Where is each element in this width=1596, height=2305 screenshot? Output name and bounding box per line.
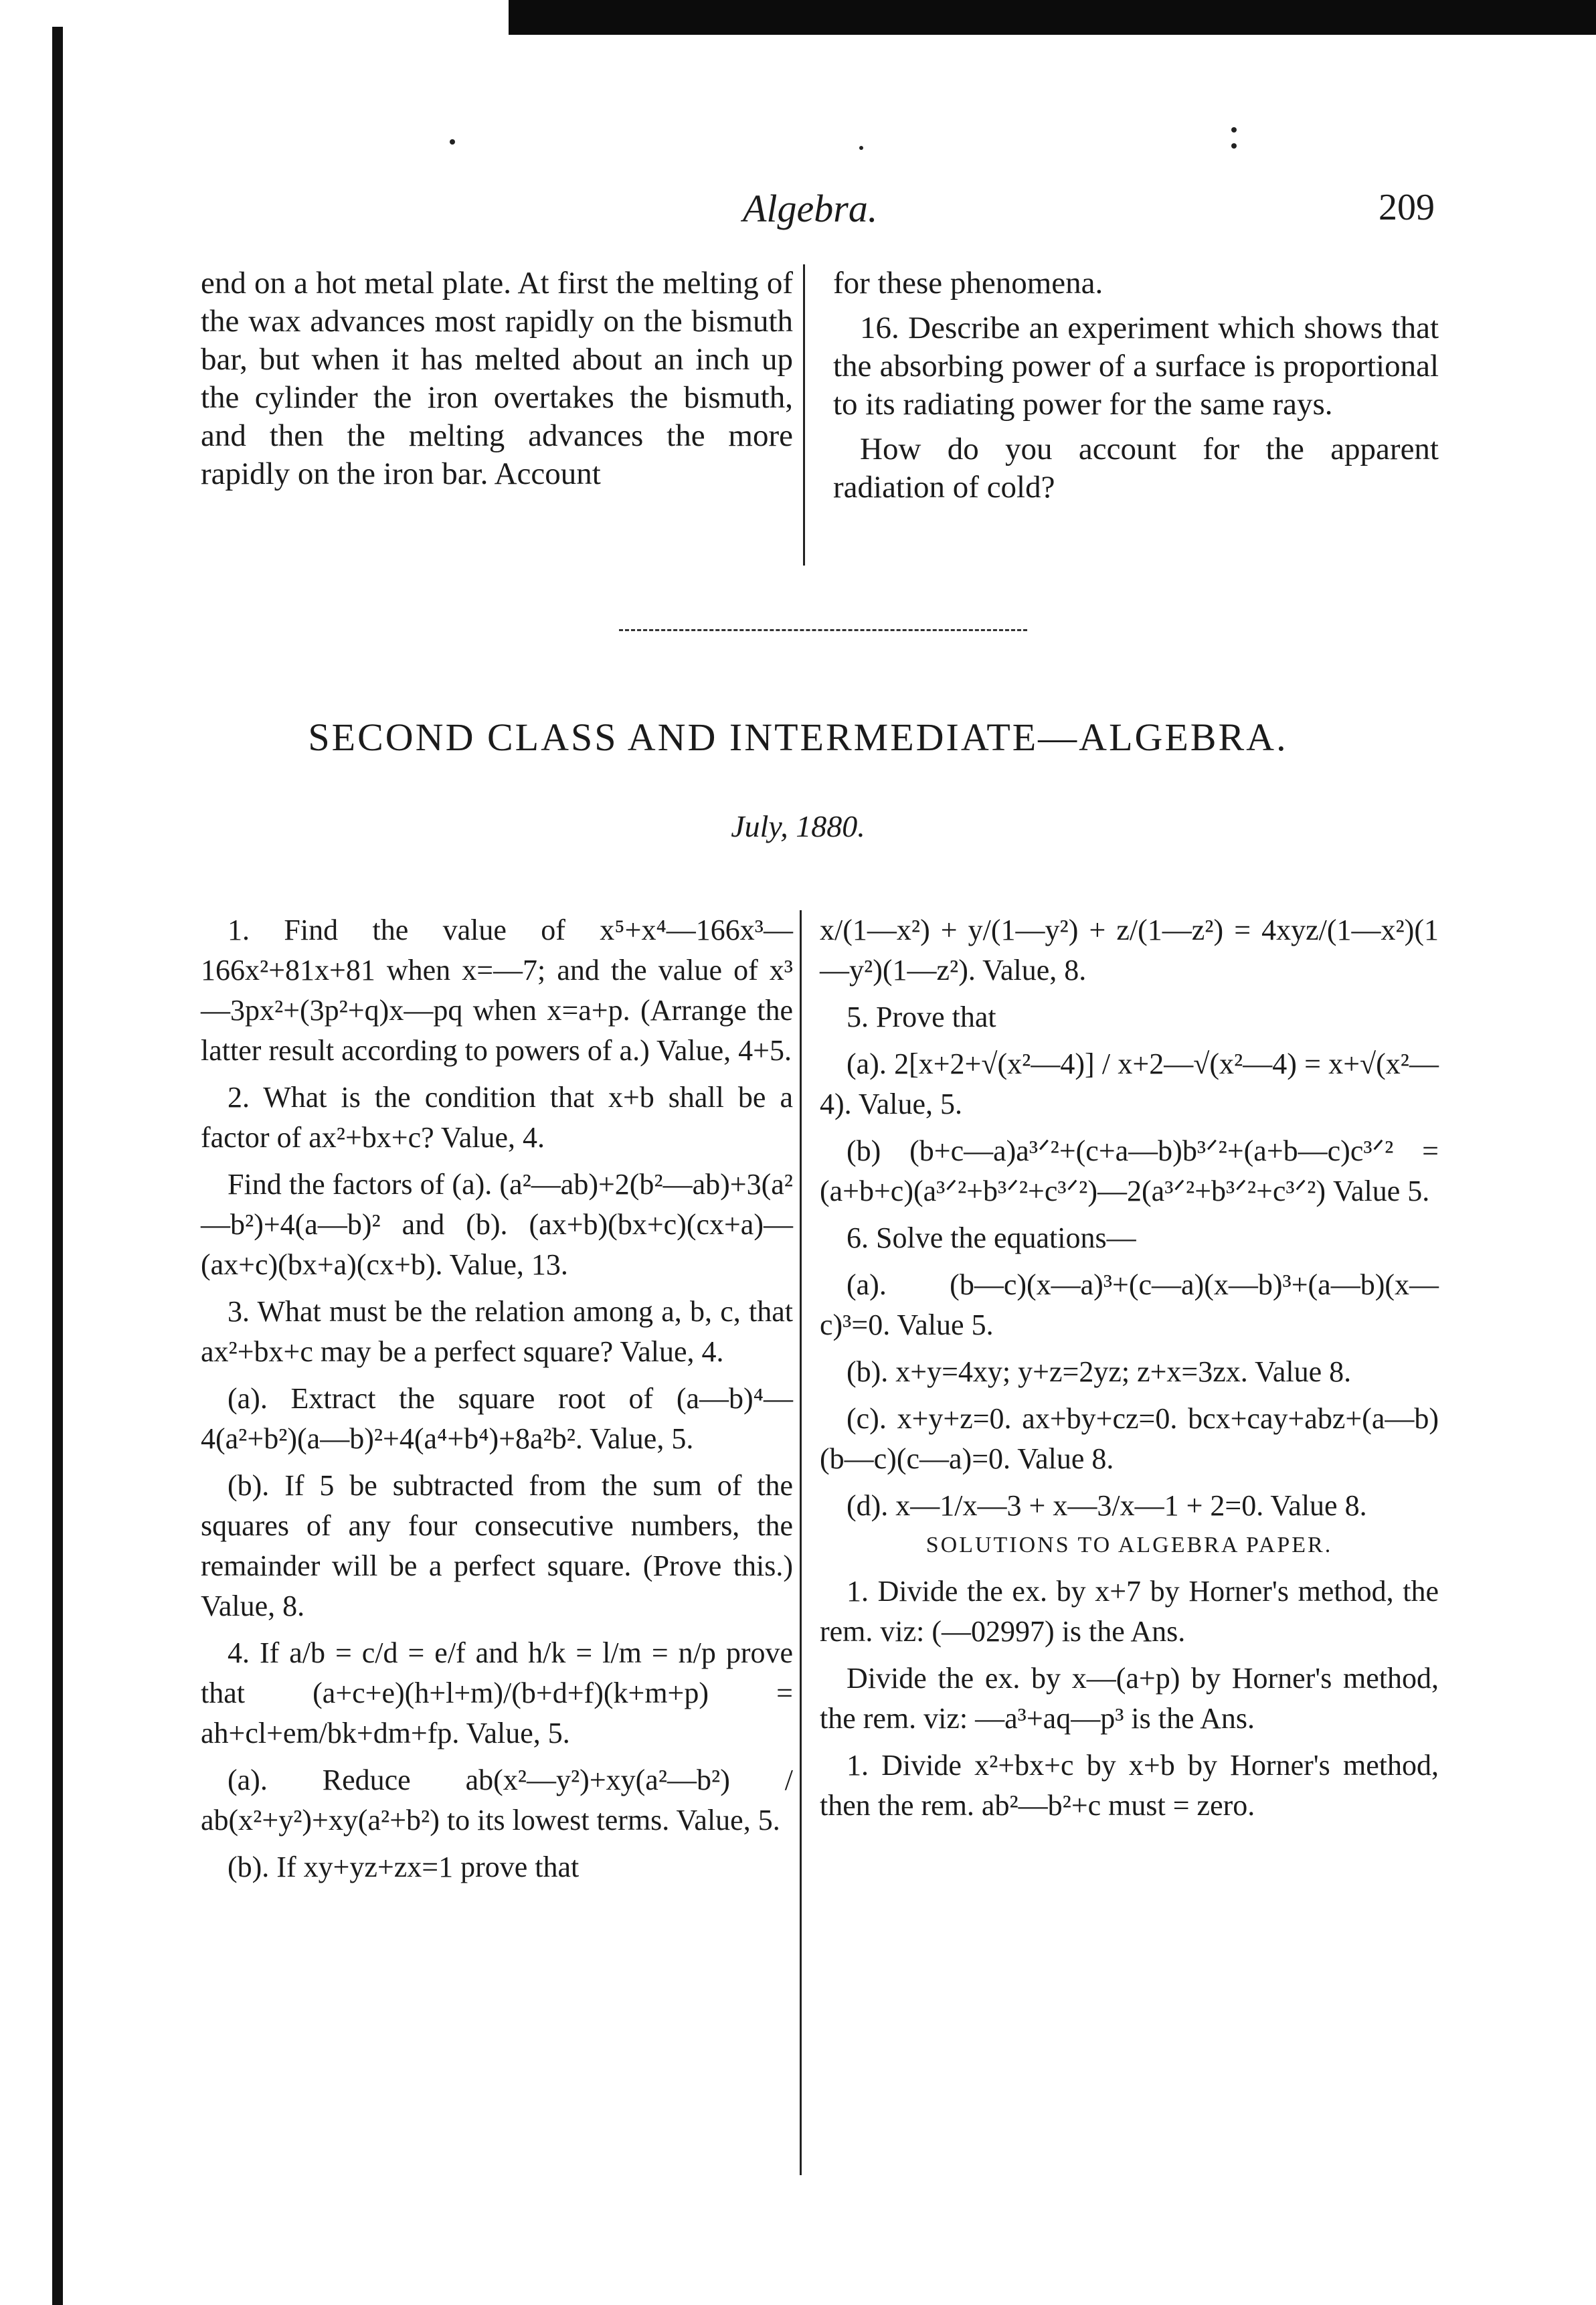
question-6c: (c). x+y+z=0. ax+by+cz=0. bcx+cay+abz+(a—b)(b—c)(c—a)=0. Value 8. [820, 1402, 1439, 1475]
scan-speck [859, 146, 863, 150]
scan-speck [450, 139, 455, 145]
solution-2: 1. Divide x²+bx+c by x+b by Horner's method, then the rem. ab²—b²+c must = zero. [820, 1749, 1439, 1822]
scan-border-top [509, 0, 1596, 35]
question-4a: (a). Reduce ab(x²—y²)+xy(a²—b²) / ab(x²+y²)+xy(a²+b²) to its lowest terms. Value, 5. [201, 1764, 793, 1837]
top-right-column [833, 264, 1439, 513]
section-title: SECOND CLASS AND INTERMEDIATE—ALGEBRA. [308, 715, 1288, 759]
left-question-column [201, 910, 793, 1894]
solutions-title: SOLUTIONS TO ALGEBRA PAPER. [925, 1533, 1333, 1557]
question-3a: (a). Extract the square root of (a—b)⁴—4(a²+b²)(a—b)²+4(a⁴+b⁴)+8a²b². Value, 5. [201, 1382, 793, 1455]
running-title: Algebra. [743, 187, 878, 230]
question-6: 6. Solve the equations— [847, 1221, 1136, 1254]
question-16: 16. Describe an experiment which shows that the absorbing power of a surface is proportional to its radiating power for the same rays. [833, 311, 1439, 422]
question-4b-equation: x/(1—x²) + y/(1—y²) + z/(1—z²) = 4xyz/(1—x²)(1—y²)(1—z²). Value, 8. [820, 914, 1439, 987]
scan-speck [1231, 143, 1237, 149]
question-5a: (a). 2[x+2+√(x²—4)] / x+2—√(x²—4) = x+√(x²—4). Value, 5. [820, 1047, 1439, 1120]
question-3: 3. What must be the relation among a, b, c, that ax²+bx+c may be a perfect square? Value, 4. [201, 1295, 793, 1368]
question-3b: (b). If 5 be subtracted from the sum of the squares of any four consecutive numbers, the remainder will be a perfect square. (Prove this.) Value, 8. [201, 1469, 793, 1622]
question-6d: (d). x—1/x—3 + x—3/x—1 + 2=0. Value 8. [847, 1489, 1367, 1522]
page-number: 209 [1379, 187, 1435, 228]
column-divider [800, 910, 802, 2175]
top-left-column [201, 264, 793, 500]
solution-1b: Divide the ex. by x—(a+p) by Horner's method, the rem. viz: —a³+aq—p³ is the Ans. [820, 1662, 1439, 1735]
factors-question: Find the factors of (a). (a²—ab)+2(b²—ab)+3(a²—b²)+4(a—b)² and (b). (ax+b)(bx+c)(cx+a)—(ax+c)(bx+a)(cx+b). Value, 13. [201, 1168, 793, 1281]
right-question-column [820, 910, 1439, 1832]
question-4: 4. If a/b = c/d = e/f and h/k = l/m = n/p prove that (a+c+e)(h+l+m)/(b+d+f)(k+m+p) = ah+cl+em/bk+dm+fp. Value, 5. [201, 1636, 793, 1749]
question-6b: (b). x+y=4xy; y+z=2yz; z+x=3zx. Value 8. [847, 1355, 1352, 1388]
scan-border-left [52, 27, 63, 2305]
solution-1: 1. Divide the ex. by x+7 by Horner's method, the rem. viz: (—02997) is the Ans. [820, 1575, 1439, 1648]
question-1: 1. Find the value of x⁵+x⁴—166x³—166x²+81x+81 when x=—7; and the value of x³—3px²+(3p²+q)x—pq when x=a+p. (Arrange the latter result according to powers of a.) Value, 4+5. [201, 914, 793, 1067]
question-5b: (b) (b+c—a)a³ᐟ²+(c+a—b)b³ᐟ²+(a+b—c)c³ᐟ² = (a+b+c)(a³ᐟ²+b³ᐟ²+c³ᐟ²)—2(a³ᐟ²+b³ᐟ²+c³ᐟ²) Value 5. [820, 1134, 1439, 1207]
question-6a: (a). (b—c)(x—a)³+(c—a)(x—b)³+(a—b)(x—c)³=0. Value 5. [820, 1268, 1439, 1341]
question-4b: (b). If xy+yz+zx=1 prove that [228, 1851, 580, 1883]
page-header [0, 186, 1596, 240]
section-separator [619, 629, 1027, 633]
question-5: 5. Prove that [847, 1001, 996, 1033]
column-divider [803, 264, 805, 566]
question-2: 2. What is the condition that x+b shall be a factor of ax²+bx+c? Value, 4. [201, 1081, 793, 1154]
paragraph: How do you account for the apparent radiation of cold? [833, 432, 1439, 505]
paragraph: for these phenomena. [833, 266, 1103, 301]
paragraph: end on a hot metal plate. At first the melting of the wax advances most rapidly on the bismuth bar, but when it has melted about an inch up the cylinder the iron overtakes the bismuth, and then the melting advances the more rapidly on the iron bar. Account [201, 266, 793, 491]
scan-speck [1231, 127, 1237, 133]
section-date: July, 1880. [731, 809, 865, 843]
